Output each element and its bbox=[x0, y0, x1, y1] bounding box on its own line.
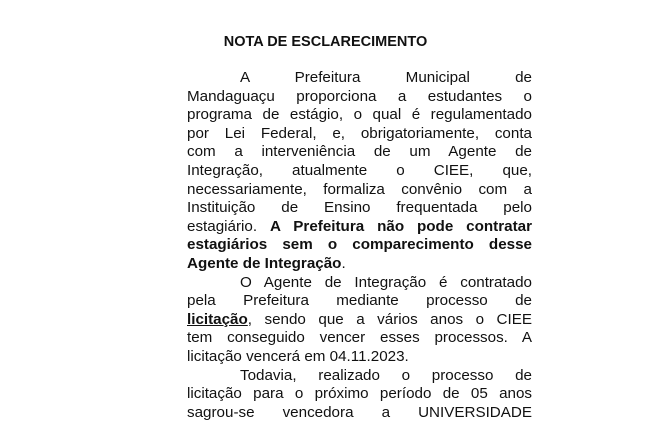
bold-text: Agente de Integração bbox=[187, 254, 342, 272]
text-line bbox=[187, 88, 532, 107]
text-line bbox=[187, 236, 532, 255]
bold-text: estagiários sem o comparecimento desse bbox=[187, 236, 532, 254]
text-line bbox=[187, 162, 532, 181]
text-segment: A Prefeitura Municipal de bbox=[240, 69, 532, 86]
bold-text: licitação bbox=[187, 310, 248, 328]
text-segment: Integração, atualmente o CIEE, que, bbox=[187, 161, 532, 179]
text-segment: Mandaguaçu proporciona a estudantes o bbox=[187, 87, 532, 105]
text-segment: Todavia, realizado o processo de bbox=[240, 366, 532, 384]
text-line bbox=[187, 348, 532, 367]
document-title: NOTA DE ESCLARECIMENTO bbox=[223, 34, 428, 50]
text-line bbox=[187, 385, 532, 404]
text-segment: sagrou-se vencedora a UNIVERSIDADE bbox=[187, 403, 532, 421]
text-line bbox=[187, 404, 532, 423]
text-line bbox=[187, 292, 532, 311]
text-line bbox=[187, 199, 532, 218]
text-segment: estagiário. bbox=[187, 217, 270, 235]
text-segment: necessariamente, formaliza convênio com a bbox=[187, 180, 532, 198]
text-line bbox=[187, 106, 532, 125]
text-segment: O Agente de Integração é contratado bbox=[240, 273, 532, 291]
text-line bbox=[187, 125, 532, 144]
text-segment: pela Prefeitura mediante processo de bbox=[187, 292, 532, 310]
text-line bbox=[187, 255, 532, 274]
bold-text: A Prefeitura não pode contratar bbox=[269, 217, 532, 235]
text-segment: licitação vencerá em 04.11.2023. bbox=[187, 347, 409, 365]
text-segment: , sendo que a vários anos o CIEE bbox=[247, 310, 532, 328]
text-segment: licitação para o próximo período de 05 anos bbox=[187, 385, 532, 403]
text-segment: . bbox=[341, 254, 346, 272]
text-segment: por Lei Federal, e, obrigatoriamente, conta bbox=[187, 124, 532, 142]
text-line bbox=[187, 329, 532, 348]
text-segment: Instituição de Ensino frequentada pelo bbox=[187, 199, 532, 217]
text-line bbox=[187, 274, 532, 293]
text-line bbox=[187, 218, 532, 237]
text-segment: tem conseguido vencer esses processos. A bbox=[187, 329, 532, 347]
text-segment: programa de estágio, o qual é regulamentado bbox=[187, 106, 532, 124]
text-line bbox=[187, 143, 532, 162]
text-segment: com a interveniência de um Agente de bbox=[187, 143, 532, 161]
text-line bbox=[187, 311, 532, 330]
document-body bbox=[187, 69, 532, 422]
text-line bbox=[187, 181, 532, 200]
text-line bbox=[187, 367, 532, 386]
text-line bbox=[187, 69, 532, 88]
